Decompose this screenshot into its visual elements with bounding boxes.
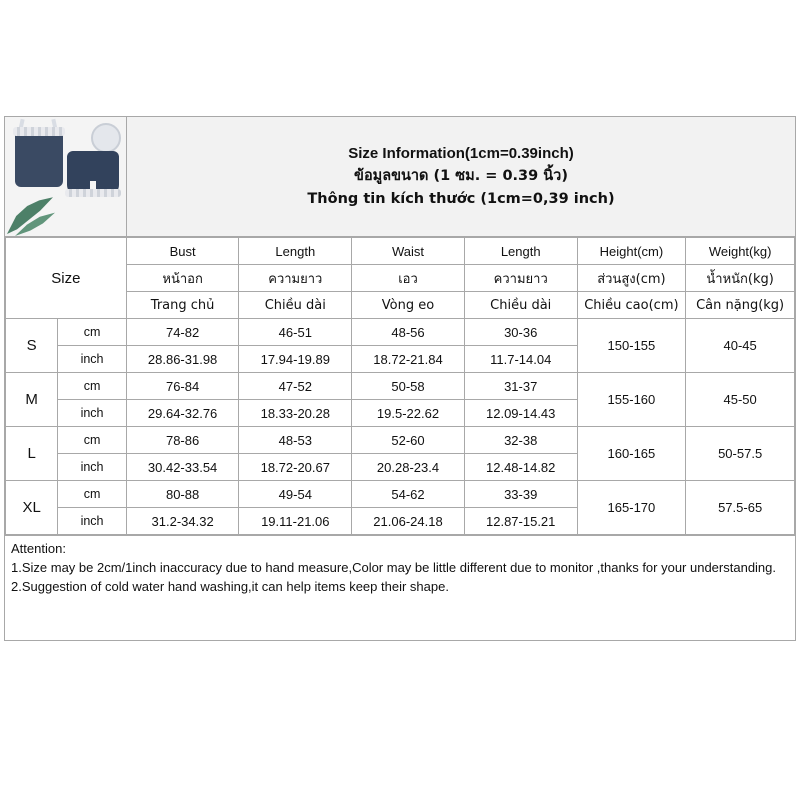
unit-inch: inch xyxy=(58,346,126,373)
cell-s-cm-bust: 74-82 xyxy=(126,319,239,346)
cell-xl-inch-waist: 21.06-24.18 xyxy=(352,508,465,535)
cell-xl-height: 165-170 xyxy=(577,481,686,535)
cell-m-cm-length2: 31-37 xyxy=(464,373,577,400)
lace-trim-top xyxy=(13,127,65,136)
cell-m-inch-bust: 29.64-32.76 xyxy=(126,400,239,427)
cell-l-cm-waist: 52-60 xyxy=(352,427,465,454)
unit-cm: cm xyxy=(58,319,126,346)
unit-cm: cm xyxy=(58,427,126,454)
cell-s-cm-length1: 46-51 xyxy=(239,319,352,346)
col-header-length1-th: ความยาว xyxy=(239,265,352,292)
cell-l-cm-bust: 78-86 xyxy=(126,427,239,454)
col-header-bust-th: หน้าอก xyxy=(126,265,239,292)
col-header-height-th: ส่วนสูง(cm) xyxy=(577,265,686,292)
cell-m-height: 155-160 xyxy=(577,373,686,427)
cell-xl-inch-bust: 31.2-34.32 xyxy=(126,508,239,535)
attention-block xyxy=(5,535,795,603)
size-chart xyxy=(4,116,796,641)
cell-m-inch-waist: 19.5-22.62 xyxy=(352,400,465,427)
col-header-waist-th: เอว xyxy=(352,265,465,292)
cell-s-cm-waist: 48-56 xyxy=(352,319,465,346)
cell-l-height: 160-165 xyxy=(577,427,686,481)
col-header-length1-vi: Chiều dài xyxy=(239,292,352,319)
col-header-weight-th: น้ำหนัก(kg) xyxy=(686,265,795,292)
attention-line-1: 1.Size may be 2cm/1inch inaccuracy due to hand measure,Color may be little different due to monitor ,thanks for your understanding. xyxy=(11,559,777,575)
cell-xl-weight: 57.5-65 xyxy=(686,481,795,535)
cell-xl-cm-waist: 54-62 xyxy=(352,481,465,508)
col-header-bust-vi: Trang chủ xyxy=(126,292,239,319)
col-header-weight-vi: Cân nặng(kg) xyxy=(686,292,795,319)
col-header-length1-en: Length xyxy=(239,238,352,265)
title-english: Size Information(1cm=0.39inch) xyxy=(348,144,574,162)
cell-l-cm-length2: 32-38 xyxy=(464,427,577,454)
cell-m-inch-length1: 18.33-20.28 xyxy=(239,400,352,427)
table-row xyxy=(6,319,795,346)
table-row xyxy=(6,427,795,454)
camisole-top-image xyxy=(15,131,63,187)
cell-s-cm-length2: 30-36 xyxy=(464,319,577,346)
product-photo xyxy=(5,117,127,236)
title-vietnamese: Thông tin kích thước (1cm=0,39 inch) xyxy=(307,190,615,207)
cell-m-weight: 45-50 xyxy=(686,373,795,427)
col-header-height-vi: Chiều cao(cm) xyxy=(577,292,686,319)
cell-s-weight: 40-45 xyxy=(686,319,795,373)
table-header-row-en xyxy=(6,238,795,265)
col-header-height-en: Height(cm) xyxy=(577,238,686,265)
col-header-length2-vi: Chiều dài xyxy=(464,292,577,319)
attention-title: Attention: xyxy=(11,541,66,556)
cell-xl-inch-length2: 12.87-15.21 xyxy=(464,508,577,535)
cell-s-inch-waist: 18.72-21.84 xyxy=(352,346,465,373)
cell-m-cm-length1: 47-52 xyxy=(239,373,352,400)
size-table xyxy=(5,237,795,535)
cell-xl-cm-bust: 80-88 xyxy=(126,481,239,508)
row-size-l: L xyxy=(6,427,58,481)
chart-title-block xyxy=(127,117,795,236)
cell-s-inch-bust: 28.86-31.98 xyxy=(126,346,239,373)
cell-l-weight: 50-57.5 xyxy=(686,427,795,481)
cell-l-inch-waist: 20.28-23.4 xyxy=(352,454,465,481)
unit-inch: inch xyxy=(58,454,126,481)
size-header-cell: Size xyxy=(6,238,127,319)
col-header-length2-en: Length xyxy=(464,238,577,265)
cell-l-inch-bust: 30.42-33.54 xyxy=(126,454,239,481)
cell-s-inch-length1: 17.94-19.89 xyxy=(239,346,352,373)
unit-inch: inch xyxy=(58,400,126,427)
cell-l-inch-length1: 18.72-20.67 xyxy=(239,454,352,481)
table-row xyxy=(6,373,795,400)
col-header-waist-vi: Vòng eo xyxy=(352,292,465,319)
cell-xl-cm-length2: 33-39 xyxy=(464,481,577,508)
title-thai: ข้อมูลขนาด (1 ซม. = 0.39 นิ้ว) xyxy=(354,168,568,185)
cell-xl-inch-length1: 19.11-21.06 xyxy=(239,508,352,535)
unit-inch: inch xyxy=(58,508,126,535)
row-size-xl: XL xyxy=(6,481,58,535)
table-row xyxy=(6,481,795,508)
hanger-icon xyxy=(91,123,121,153)
unit-cm: cm xyxy=(58,373,126,400)
cell-m-cm-bust: 76-84 xyxy=(126,373,239,400)
cell-m-cm-waist: 50-58 xyxy=(352,373,465,400)
cell-xl-cm-length1: 49-54 xyxy=(239,481,352,508)
col-header-waist-en: Waist xyxy=(352,238,465,265)
cell-l-inch-length2: 12.48-14.82 xyxy=(464,454,577,481)
col-header-length2-th: ความยาว xyxy=(464,265,577,292)
col-header-weight-en: Weight(kg) xyxy=(686,238,795,265)
lace-trim-shorts xyxy=(65,189,121,197)
col-header-bust-en: Bust xyxy=(126,238,239,265)
row-size-m: M xyxy=(6,373,58,427)
cell-s-inch-length2: 11.7-14.04 xyxy=(464,346,577,373)
row-size-s: S xyxy=(6,319,58,373)
chart-header xyxy=(5,117,795,237)
attention-line-2: 2.Suggestion of cold water hand washing,it can help items keep their shape. xyxy=(11,578,449,594)
cell-l-cm-length1: 48-53 xyxy=(239,427,352,454)
cell-s-height: 150-155 xyxy=(577,319,686,373)
unit-cm: cm xyxy=(58,481,126,508)
cell-m-inch-length2: 12.09-14.43 xyxy=(464,400,577,427)
